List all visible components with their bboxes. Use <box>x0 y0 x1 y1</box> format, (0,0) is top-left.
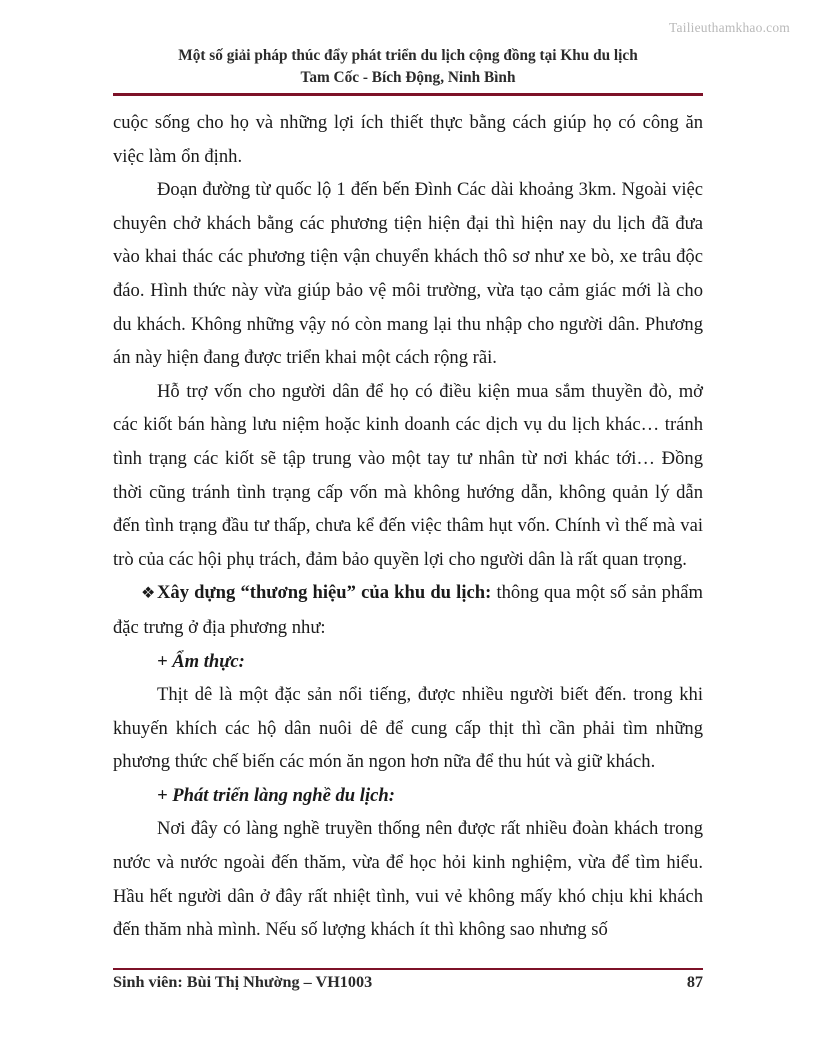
page-footer <box>113 973 703 992</box>
bullet-icon: ❖ <box>141 585 156 603</box>
footer-divider <box>113 968 703 970</box>
subheading-cuisine-label: + Ẩm thực: <box>157 650 245 672</box>
branding-text: thông qua một số sản phẩm đặc trưng ở địa phương như: <box>113 582 703 638</box>
paragraph-branding <box>113 576 703 644</box>
page-body <box>113 106 703 956</box>
watermark-text: Tailieuthamkhao.com <box>669 20 790 35</box>
branding-heading: Xây dựng “thương hiệu” của khu du lịch: <box>157 582 492 604</box>
paragraph-craft-village: Nơi đây có làng nghề truyền thống nên được rất nhiều đoàn khách trong nước và nước ngoài đến thăm, vừa để học hỏi kinh nghiệm, vừa để tìm hiểu. Hầu hết người dân ở đây rất nhiệt tình, vui vẻ không mấy khó chịu khi khách đến thăm nhà mình. Nếu số lượng khách ít thì không sao nhưng số <box>113 818 703 941</box>
header-title-line-2: Tam Cốc - Bích Động, Ninh Bình <box>300 69 516 87</box>
paragraph-continuation: cuộc sống cho họ và những lợi ích thiết thực bằng cách giúp họ có công ăn việc làm ổn định. <box>113 112 703 167</box>
footer-author: Sinh viên: Bùi Thị Nhường – VH1003 <box>113 973 373 991</box>
paragraph-cuisine: Thịt dê là một đặc sản nổi tiếng, được nhiều người biết đến. trong khi khuyến khích các hộ dân nuôi dê để cung cấp thịt thì cần phải tìm những phương thức chế biến các món ăn ngon hơn nữa để thu hút và giữ khách. <box>113 684 703 773</box>
paragraph-transport: Đoạn đường từ quốc lộ 1 đến bến Đình Các dài khoảng 3km. Ngoài việc chuyên chở khách bằng các phương tiện hiện đại thì hiện nay du lịch đã đưa vào khai thác các phương tiện vận chuyển khách thô sơ như xe bò, xe trâu độc đáo. Hình thức này vừa giúp bảo vệ môi trường, vừa tạo cảm giác mới là cho du khách. Không những vậy nó còn mang lại thu nhập cho người dân. Phương án này hiện đang được triển khai một cách rộng rãi. <box>113 179 703 369</box>
footer-page-number: 87 <box>686 973 703 991</box>
subheading-cuisine <box>113 645 703 679</box>
subheading-craft-village-label: + Phát triển làng nghề du lịch: <box>157 784 395 806</box>
header-divider <box>113 93 703 96</box>
subheading-craft-village <box>113 779 703 813</box>
header-title-line-1: Một số giải pháp thúc đẩy phát triển du lịch cộng đồng tại Khu du lịch <box>178 47 638 64</box>
paragraph-capital-support: Hỗ trợ vốn cho người dân để họ có điều kiện mua sắm thuyền đò, mở các kiốt bán hàng lưu niệm hoặc kinh doanh các dịch vụ du lịch khác… tránh tình trạng các kiốt sẽ tập trung vào một tay tư nhân từ nơi khác tới… Đồng thời cũng tránh tình trạng cấp vốn mà không hướng dẫn, không quản lý dẫn đến tình trạng đầu tư thấp, chưa kể đến việc thâm hụt vốn. Chính vì thế mà vai trò của các hội phụ trách, đảm bảo quyền lợi cho người dân là rất quan trọng. <box>113 380 703 570</box>
page-header <box>113 45 703 89</box>
